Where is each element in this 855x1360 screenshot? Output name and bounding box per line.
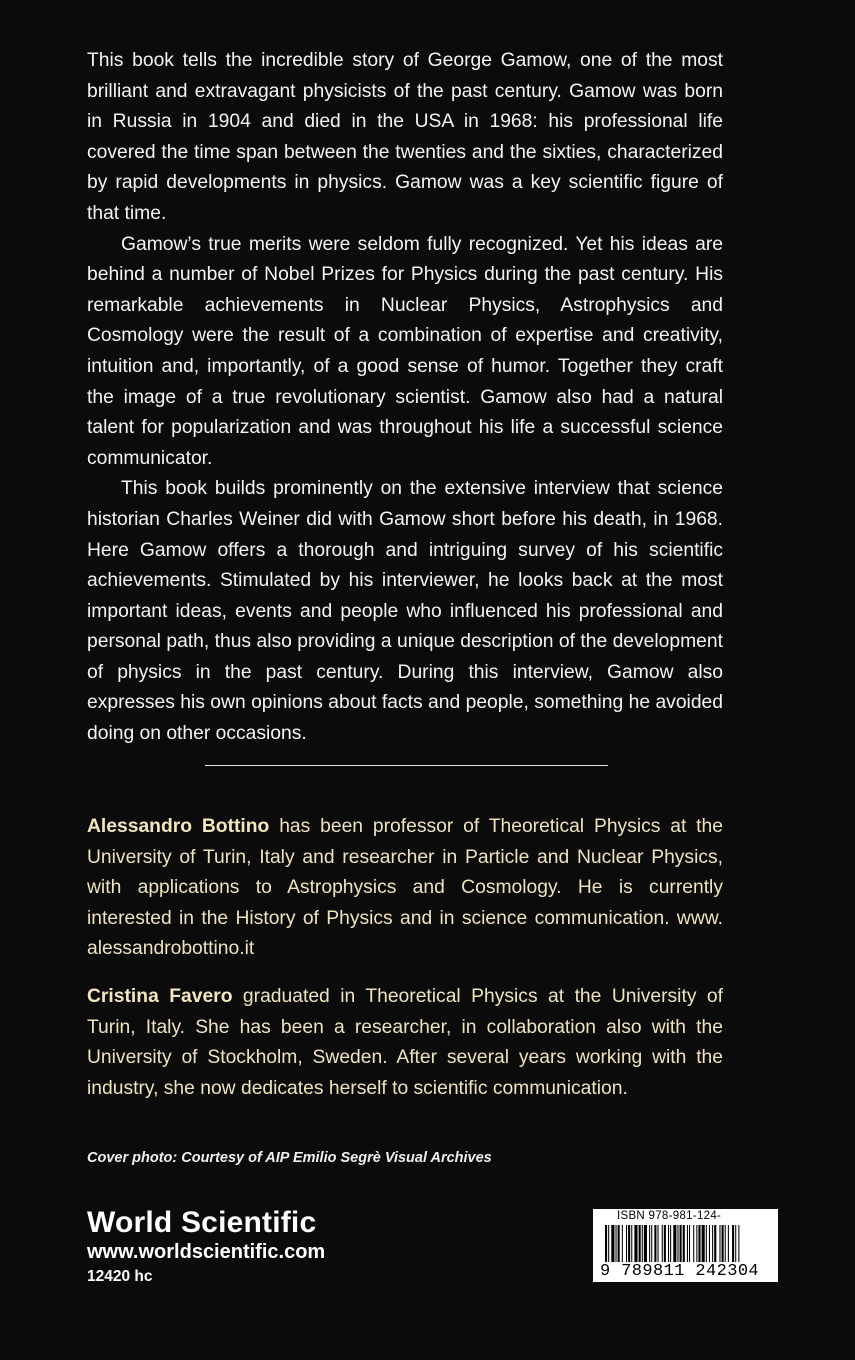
isbn-barcode (593, 1209, 778, 1282)
isbn-digits: 9 789811 242304 (600, 1262, 760, 1281)
author-bio-bottino (87, 812, 723, 965)
publisher-code: 12420 hc (87, 1268, 153, 1285)
section-divider (205, 765, 608, 766)
blurb-paragraph-1: This book tells the incredible story of George Gamow, one of the most brilliant and extravagant physicists of the past century. Gamow was born in Russia in 1904 and died in the USA in 1968: his professional life covered the time span between the twenties and the sixties, characterized by rapid developments in physics. Gamow was a key scientific figure of that time. (87, 50, 723, 224)
isbn-label: ISBN 978-981-124- (617, 1210, 722, 1222)
author-name-favero: Cristina Favero (87, 986, 233, 1007)
cover-photo-credit: Cover photo: Courtesy of AIP Emilio Segrè Visual Archives (87, 1150, 492, 1166)
publisher-url: www.worldscientific.com (87, 1241, 326, 1263)
blurb-paragraph-2: Gamow’s true merits were seldom fully recognized. Yet his ideas are behind a number of Nobel Prizes for Physics during the past century. His remarkable achievements in Nuclear Physics, Astrophysics and Cosmology were the result of a combination of expertise and creativity, intuition and, importantly, of a good sense of humor. Together they craft the image of a true revolutionary scientist. Gamow also had a natural talent for popularization and was throughout his life a successful science communicator. (87, 233, 723, 469)
book-blurb (87, 46, 723, 750)
author-bio-favero (87, 982, 723, 1104)
author-text-bottino: has been professor of Theoretical Physics at the University of Turin, Italy and researcher in Particle and Nuclear Physics, with applications to Astrophysics and Cosmology. He is currently interested in the History of Physics and in science communication. www. alessandrobottino.it (87, 816, 723, 960)
publisher-name: World Scientific (87, 1206, 317, 1239)
author-text-favero: graduated in Theoretical Physics at the University of Turin, Italy. She has been a researcher, in collaboration also with the University of Stockholm, Sweden. After several years working with the industry, she now dedicates herself to scientific communication. (87, 986, 723, 1099)
blurb-paragraph-3: This book builds prominently on the extensive interview that science historian Charles Weiner did with Gamow short before his death, in 1968. Here Gamow offers a thorough and intriguing survey of his scientific achievements. Stimulated by his interviewer, he looks back at the most important ideas, events and people who influenced his professional and personal path, thus also providing a unique description of the development of physics in the past century. During this interview, Gamow also expresses his own opinions about facts and people, something he avoided doing on other occasions. (87, 478, 723, 745)
author-name-bottino: Alessandro Bottino (87, 816, 270, 837)
